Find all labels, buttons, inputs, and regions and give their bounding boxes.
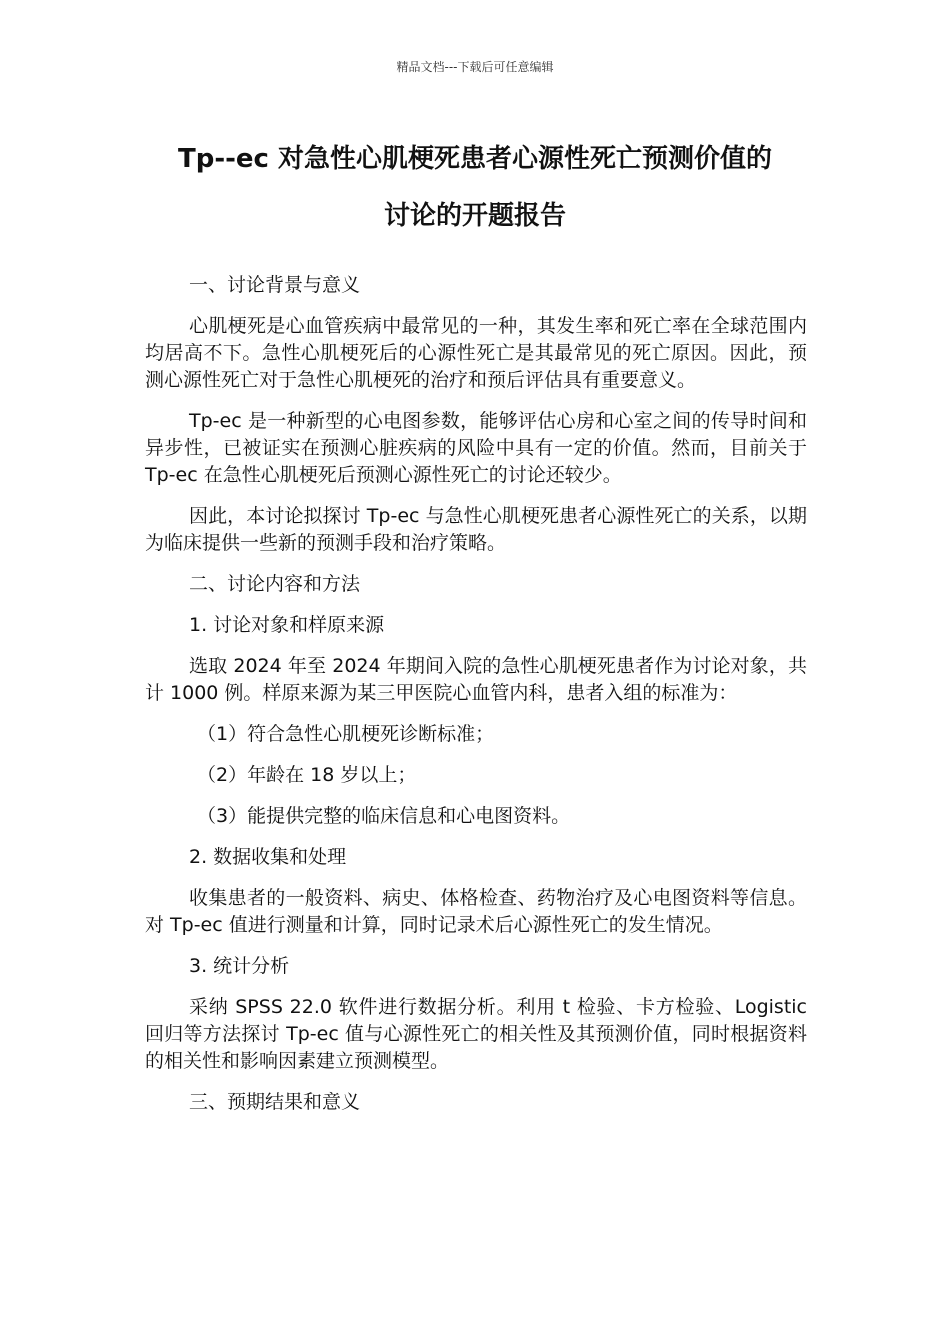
criteria-item: （3）能提供完整的临床信息和心电图资料。 [197, 805, 571, 827]
paragraph: 心肌梗死是心血管疾病中最常见的一种，其发生率和死亡率在全球范围内均居高不下。急性心肌梗死后的心源性死亡是其最常见的死亡原因。因此，预测心源性死亡对于急性心肌梗死的治疗和预后评估具有重要意义。 [145, 315, 807, 391]
section-heading-3: 三、预期结果和意义 [189, 1091, 361, 1113]
subsection-heading: 1. 讨论对象和样原来源 [189, 614, 385, 636]
document-title-line-2: 讨论的开题报告 [383, 201, 566, 231]
section-heading-1: 一、讨论背景与意义 [189, 274, 361, 296]
paragraph: 采纳 SPSS 22.0 软件进行数据分析。利用 t 检验、卡方检验、Logistic 回归等方法探讨 Tp-ec 值与心源性死亡的相关性及其预测价值，同时根据资料的相关性和影响因素建立预测模型。 [145, 996, 807, 1072]
paragraph: 选取 2024 年至 2024 年期间入院的急性心肌梗死患者作为讨论对象，共计 1000 例。样原来源为某三甲医院心血管内科，患者入组的标准为： [145, 655, 807, 704]
subsection-heading: 3. 统计分析 [189, 955, 290, 977]
section-heading-2: 二、讨论内容和方法 [189, 573, 361, 595]
header-note: 精品文档---下载后可任意编辑 [396, 60, 554, 74]
paragraph: Tp-ec 是一种新型的心电图参数，能够评估心房和心室之间的传导时间和异步性，已被证实在预测心脏疾病的风险中具有一定的价值。然而，目前关于 Tp-ec 在急性心肌梗死后预测心源性死亡的讨论还较少。 [145, 410, 807, 486]
document-body [145, 272, 807, 1130]
document-title-line-1: Tp--ec 对急性心肌梗死患者心源性死亡预测价值的 [177, 144, 773, 174]
paragraph: 收集患者的一般资料、病史、体格检查、药物治疗及心电图资料等信息。对 Tp-ec 值进行测量和计算，同时记录术后心源性死亡的发生情况。 [145, 887, 807, 936]
paragraph: 因此，本讨论拟探讨 Tp-ec 与急性心肌梗死患者心源性死亡的关系，以期为临床提供一些新的预测手段和治疗策略。 [145, 505, 807, 554]
criteria-item: （1）符合急性心肌梗死诊断标准； [197, 723, 495, 745]
criteria-item: （2）年龄在 18 岁以上； [197, 764, 417, 786]
subsection-heading: 2. 数据收集和处理 [189, 846, 347, 868]
